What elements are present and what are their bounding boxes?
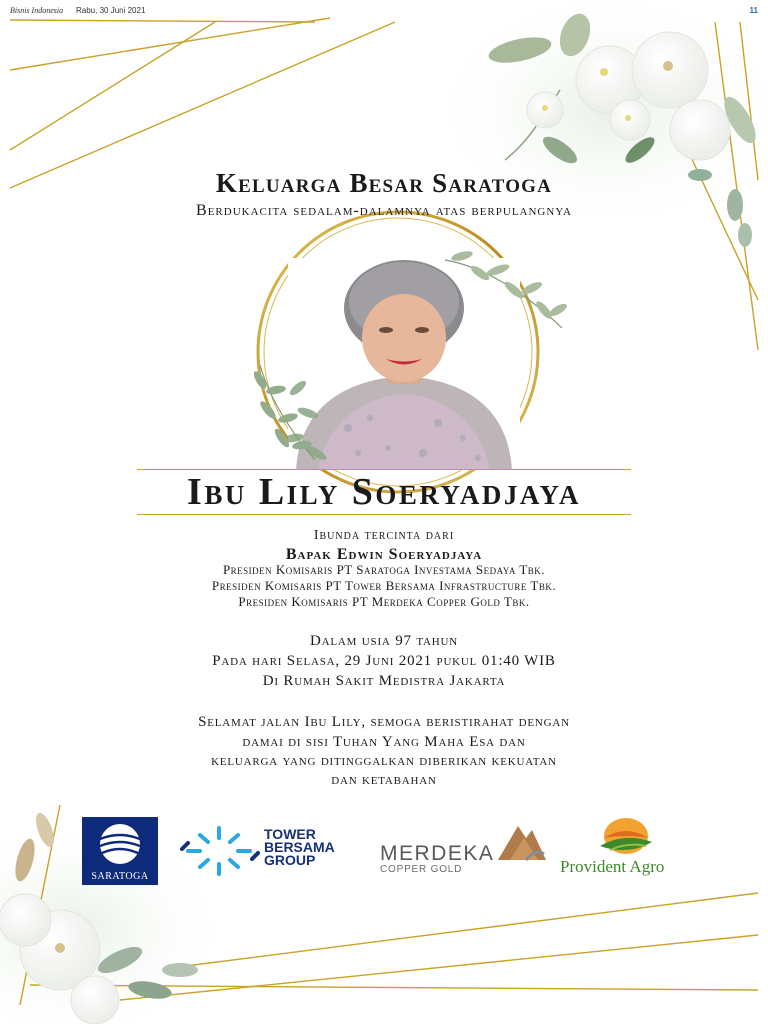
saratoga-globe-icon xyxy=(82,817,158,869)
family-title: Keluarga Besar Saratoga xyxy=(215,168,553,198)
tower-bersama-logo-text: TOWER BERSAMA GROUP xyxy=(264,826,335,868)
prayer-line: keluarga yang ditinggalkan diberikan kekuatan xyxy=(211,753,557,769)
merdeka-logo xyxy=(378,820,548,880)
provident-agro-logo-text: Provident Agro xyxy=(560,857,665,876)
tower-bersama-burst-icon xyxy=(178,823,260,879)
name-rule-bottom xyxy=(137,514,631,515)
son-name: Bapak Edwin Soeryadjaya xyxy=(285,546,483,563)
position-line: Presiden Komisaris PT Tower Bersama Infrastructure Tbk. xyxy=(211,578,557,593)
leaf-branch xyxy=(250,360,320,465)
place-line: Di Rumah Sakit Medistra Jakarta xyxy=(262,673,506,689)
saratoga-logo xyxy=(82,817,158,885)
prayer-line: dan ketabahan xyxy=(331,772,437,788)
date-line: Pada hari Selasa, 29 Juni 2021 pukul 01:40 WIB xyxy=(212,653,556,669)
position-line: Presiden Komisaris PT Merdeka Copper Gold Tbk. xyxy=(238,594,530,609)
provident-sun-leaf-icon xyxy=(594,816,658,858)
saratoga-logo-text: SARATOGA xyxy=(91,871,149,882)
merdeka-logo-text: MERDEKA xyxy=(380,842,495,865)
prayer-line: Selamat jalan Ibu Lily, semoga beristirahat dengan xyxy=(198,714,570,730)
merdeka-logo-subtext: COPPER GOLD xyxy=(380,864,463,875)
newspaper-header xyxy=(10,4,758,18)
publication-date: Rabu, 30 Juni 2021 xyxy=(76,6,146,15)
condolence-subtitle: Berdukacita sedalam-dalamnya atas berpulangnya xyxy=(196,202,572,219)
leaf-branch xyxy=(440,248,570,343)
tower-bersama-logo xyxy=(178,823,368,879)
position-line: Presiden Komisaris PT Saratoga Investama Sedaya Tbk. xyxy=(222,562,546,577)
beloved-of-label: Ibunda tercinta dari xyxy=(313,528,455,543)
merdeka-mountain-icon xyxy=(496,820,548,862)
provident-agro-logo xyxy=(556,816,692,880)
publication-name: Bisnis Indonesia xyxy=(10,6,64,15)
deceased-name: Ibu Lily Soeryadjaya xyxy=(187,471,581,513)
prayer-line: damai di sisi Tuhan Yang Maha Esa dan xyxy=(242,734,526,750)
age-line: Dalam usia 97 tahun xyxy=(310,633,458,649)
page-number: 11 xyxy=(749,6,758,15)
